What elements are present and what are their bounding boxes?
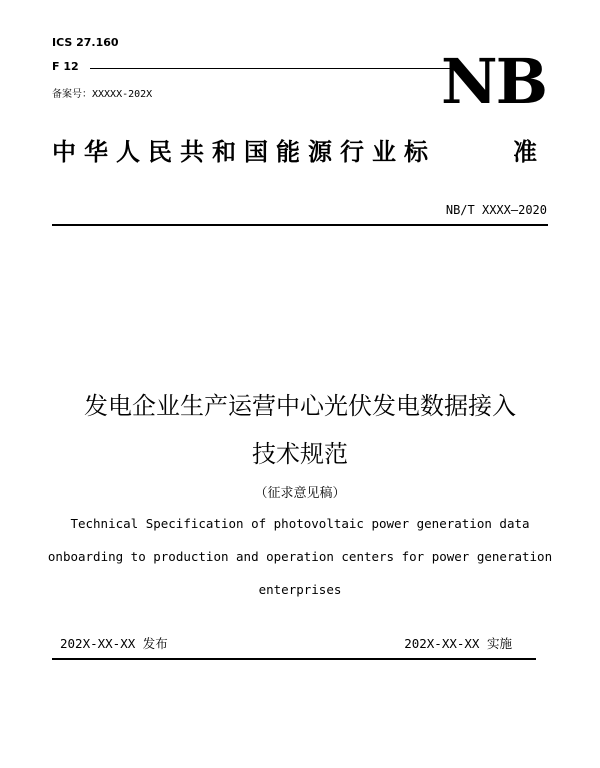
header-thick-rule — [52, 224, 548, 226]
industry-standard-name-end: 准 — [513, 138, 537, 166]
draft-note: （征求意见稿） — [254, 486, 346, 501]
ics-code: ICS 27.160 — [52, 36, 119, 49]
classification-code: F 12 — [52, 60, 79, 73]
footer-rule — [52, 658, 536, 660]
nb-logo: NB — [441, 45, 547, 118]
issue-date — [60, 634, 168, 652]
title-cn-line2: 技术规范 — [252, 440, 348, 468]
title-en-line3: enterprises — [258, 582, 342, 597]
implement-date-value: 202X-XX-XX — [404, 636, 480, 651]
industry-standard-name: 中华人民共和国能源行业标 — [52, 138, 436, 166]
implement-date-label: 实施 — [479, 636, 512, 651]
standard-number: NB/T XXXX—2020 — [445, 203, 547, 217]
title-en-line1: Technical Specification of photovoltaic power generation data — [70, 516, 530, 531]
record-number-line — [52, 85, 152, 100]
header-divider — [90, 68, 458, 69]
implement-date — [404, 634, 512, 652]
issue-date-label: 发布 — [135, 636, 168, 651]
title-cn-line1: 发电企业生产运营中心光伏发电数据接入 — [84, 392, 516, 420]
title-en-line2: onboarding to production and operation centers for power generation — [47, 549, 553, 564]
issue-date-value: 202X-XX-XX — [60, 636, 136, 651]
record-number-value: XXXXX-202X — [92, 89, 153, 100]
record-number-label: 备案号： — [52, 89, 92, 100]
